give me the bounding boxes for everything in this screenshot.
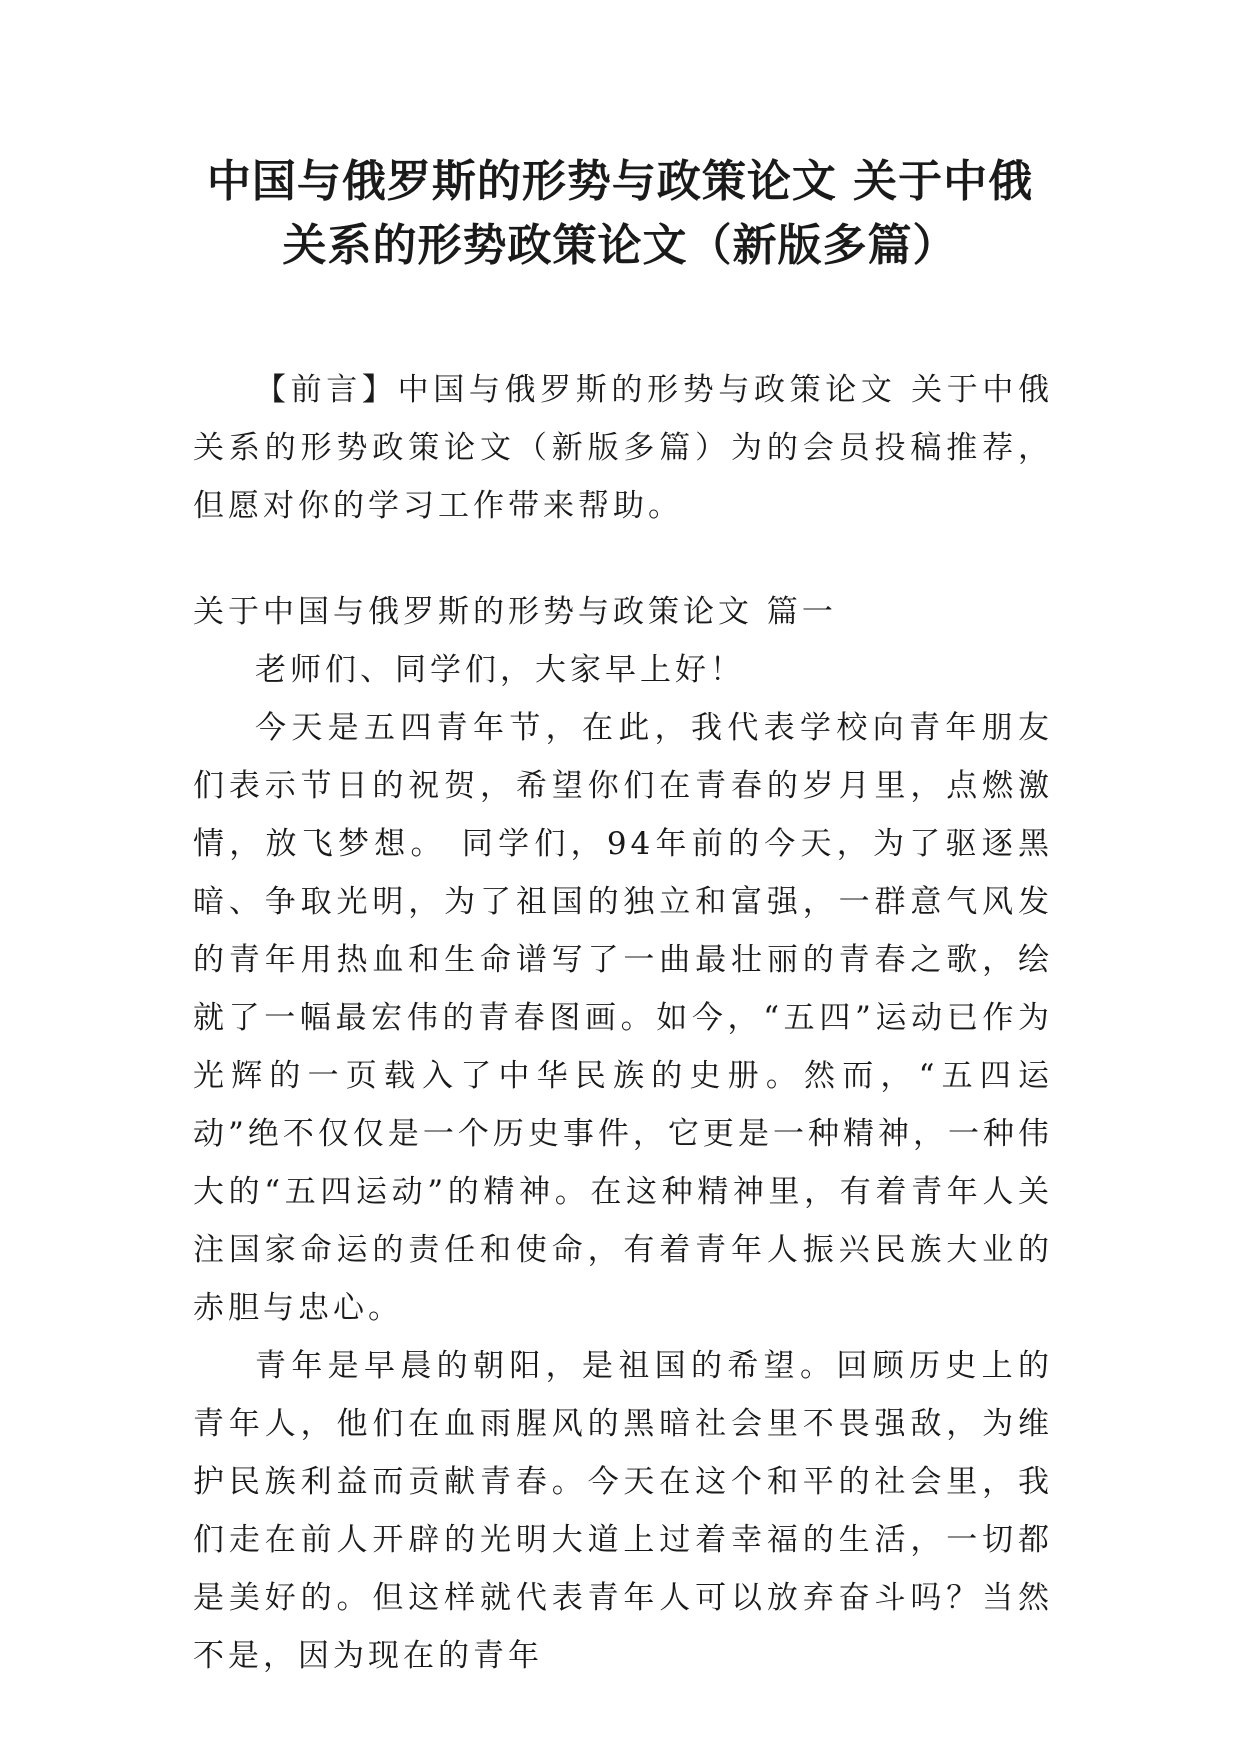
preface-block	[193, 361, 1053, 535]
body-paragraph-1: 今天是五四青年节，在此，我代表学校向青年朋友们表示节日的祝贺，希望你们在青春的岁月里，点燃激情，放飞梦想。 同学们，94年前的今天，为了驱逐黑暗、争取光明，为了祖国的独立和富强，一群意气风发的青年用热血和生命谱写了一曲最壮丽的青春之歌，绘就了一幅最宏伟的青春图画。如今，“五四”运动已作为光辉的一页载入了中华民族的史册。然而，“五四运动”绝不仅仅是一个历史事件，它更是一种精神，一种伟大的“五四运动”的精神。在这种精神里，有着青年人关注国家命运的责任和使命，有着青年人振兴民族大业的赤胆与忠心。	[193, 710, 1053, 1326]
title-line-2: 关系的形势政策论文（新版多篇）	[282, 220, 958, 271]
document-title	[180, 150, 1060, 278]
title-line-1: 中国与俄罗斯的形势与政策论文 关于中俄	[206, 156, 1034, 207]
section-heading: 关于中国与俄罗斯的形势与政策论文 篇一	[193, 594, 837, 630]
body-paragraph-2: 青年是早晨的朝阳，是祖国的希望。回顾历史上的青年人，他们在血雨腥风的黑暗社会里不畏强敌，为维护民族利益而贡献青春。今天在这个和平的社会里，我们走在前人开辟的光明大道上过着幸福的生活，一切都是美好的。但这样就代表青年人可以放弃奋斗吗？当然不是，因为现在的青年	[193, 1348, 1053, 1674]
body-paragraph-greeting: 老师们、同学们，大家早上好！	[255, 652, 745, 688]
section-block	[193, 583, 1053, 1685]
preface-paragraph: 【前言】中国与俄罗斯的形势与政策论文 关于中俄关系的形势政策论文（新版多篇）为的会员投稿推荐，但愿对你的学习工作带来帮助。	[193, 372, 1053, 524]
